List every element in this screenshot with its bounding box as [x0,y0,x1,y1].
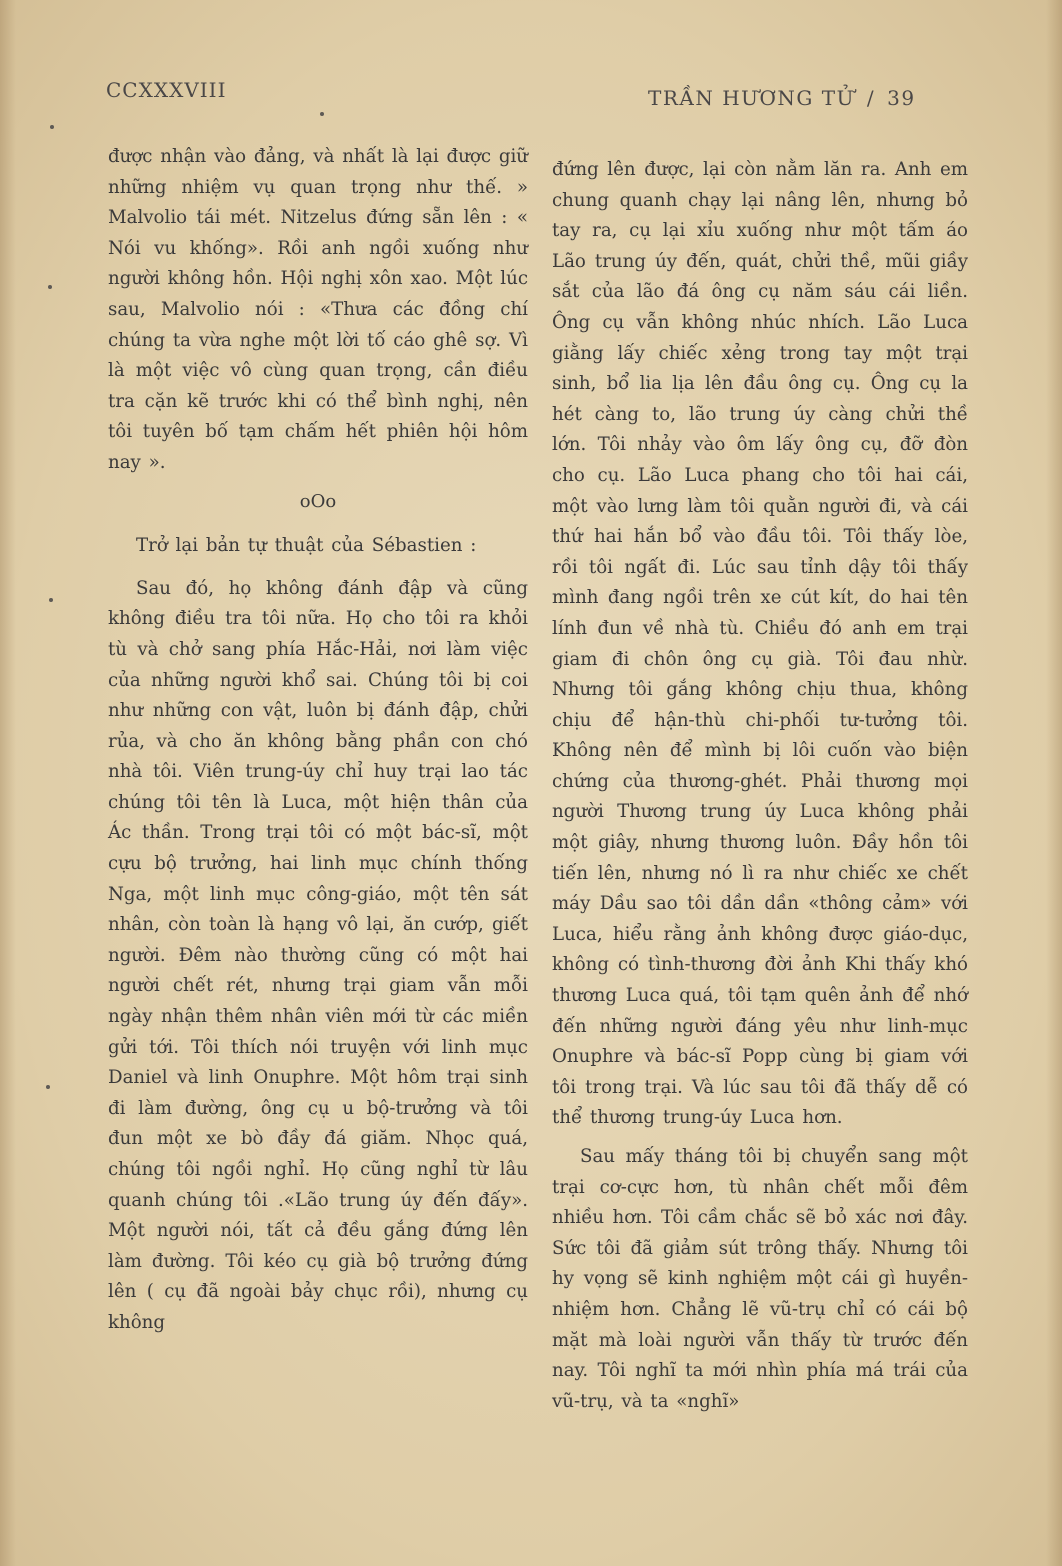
print-speck [46,1085,50,1089]
author-name: TRẦN HƯƠNG TỬ [648,86,855,110]
section-subheading: Trở lại bản tự thuật của Sébastien : [136,535,477,557]
page-left-edge [0,0,16,1566]
issue-number: CCXXXVIII [106,78,227,102]
running-header [648,86,978,110]
print-speck [49,598,53,602]
paragraph: đứng lên được, lại còn nằm lăn ra. Anh em chung quanh chạy lại nâng lên, nhưng bỏ tay ra, cụ lại xỉu xuống như một tấm áo Lão trung úy đến, quát, chửi thề, mũi giầy sắt của lão đá ông cụ năm sáu cái liền. Ông cụ vẫn không nhúc nhích. Lão Luca giằng lấy chiếc xẻng trong tay một trại sinh, bổ lia lịa lên đầu ông cụ. Ông cụ la hét càng to, lão trung úy càng chửi thề lớn. Tôi nhảy vào ôm lấy ông cụ, đỡ đòn cho cụ. Lão Luca phang cho tôi hai cái, một vào lưng làm tôi quằn người đi, và cái thứ hai hắn bổ vào đầu tôi. Tôi thấy lòe, rồi tôi ngất đi. Lúc sau tỉnh dậy tôi thấy mình đang ngồi trên xe cút kít, do hai tên lính đun về nhà tù. Chiều đó anh em trại giam đi chôn ông cụ già. Tôi đau nhừ. Nhưng tôi gắng không chịu thua, không chịu để hận-thù chi-phối tư-tưởng tôi. Không nên để mình bị lôi cuốn vào biện chứng của thương-ghét. Phải thương mọi người Thương trung úy Luca không phải một giây, nhưng thương luôn. Đầy hồn tôi tiến lên, nhưng nó lì ra như chiếc xe chết máy Dầu sao tôi dần dần «thông cảm» với Luca, hiểu rằng ảnh không được giáo-dục, không có tình-thương đời ảnh Khi thấy khó thương Luca quá, tôi tạm quên ảnh để nhớ đến những người đáng yêu như linh-mục Onuphre và bác-sĩ Popp cùng bị giam với tôi trong trại. Và lúc sau tôi đã thấy dễ có thể thương trung-úy Luca hơn. [552,159,968,1129]
page-right-edge [1046,0,1062,1566]
print-speck [50,125,54,129]
section-divider: oOo [299,490,337,512]
page-number: 39 [887,86,916,110]
left-column [108,142,528,1339]
right-column [552,155,968,1417]
print-speck [320,112,324,116]
print-speck [48,285,52,289]
paragraph: Sau đó, họ không đánh đập và cũng không điều tra tôi nữa. Họ cho tôi ra khỏi tù và chở sang phía Hắc-Hải, nơi làm việc của những người khổ sai. Chúng tôi bị coi như những con vật, luôn bị đánh đập, chửi rủa, và cho ăn không bằng phần con chó nhà tôi. Viên trung-úy chỉ huy trại lao tác chúng tôi tên là Luca, một hiện thân của Ác thần. Trong trại tôi có một bác-sĩ, một cựu bộ trưởng, hai linh mục chính thống Nga, một linh mục công-giáo, một tên sát nhân, còn toàn là hạng vô lại, ăn cướp, giết người. Đêm nào thường cũng có một hai người chết rét, nhưng trại giam vẫn mỗi ngày nhận thêm nhân viên mới từ các miền gửi tới. Tôi thích nói truyện với linh mục Daniel và linh Onuphre. Một hôm trại sinh đi làm đường, ông cụ u bộ-trưởng và tôi đun một xe bò đầy đá giăm. Nhọc quá, chúng tôi ngồi nghỉ. Họ cũng nghỉ từ lâu quanh chúng tôi .«Lão trung úy đến đấy». Một người nói, tất cả đều gắng đứng lên làm đường. Tôi kéo cụ già bộ trưởng đứng lên ( cụ đã ngoài bảy chục rồi), nhưng cụ không [108,577,528,1333]
header-separator: / [866,86,876,110]
paragraph: được nhận vào đảng, và nhất là lại được giữ những nhiệm vụ quan trọng như thế. » Malvolio tái mét. Nitzelus đứng sẵn lên : « Nói vu khống». Rồi anh ngồi xuống như người không hồn. Hội nghị xôn xao. Một lúc sau, Malvolio nói : «Thưa các đồng chí chúng ta vừa nghe một lời tố cáo ghê sợ. Vì là một việc vô cùng quan trọng, cần điều tra cặn kẽ trước khi có thể bình nghị, nên tôi tuyên bố tạm chấm hết phiên hội hôm nay ». [108,146,529,473]
paragraph: Sau mấy tháng tôi bị chuyển sang một trại cơ-cực hơn, tù nhân chết mỗi đêm nhiều hơn. Tôi cầm chắc sẽ bỏ xác nơi đây. Sức tôi đã giảm sút trông thấy. Nhưng tôi hy vọng sẽ kinh nghiệm một cái gì huyền-nhiệm hơn. Chẳng lẽ vũ-trụ chỉ có cái bộ mặt mà loài người vẫn thấy từ trước đến nay. Tôi nghĩ ta mới nhìn phía má trái của vũ-trụ, và ta «nghĩ» [552,1146,968,1412]
